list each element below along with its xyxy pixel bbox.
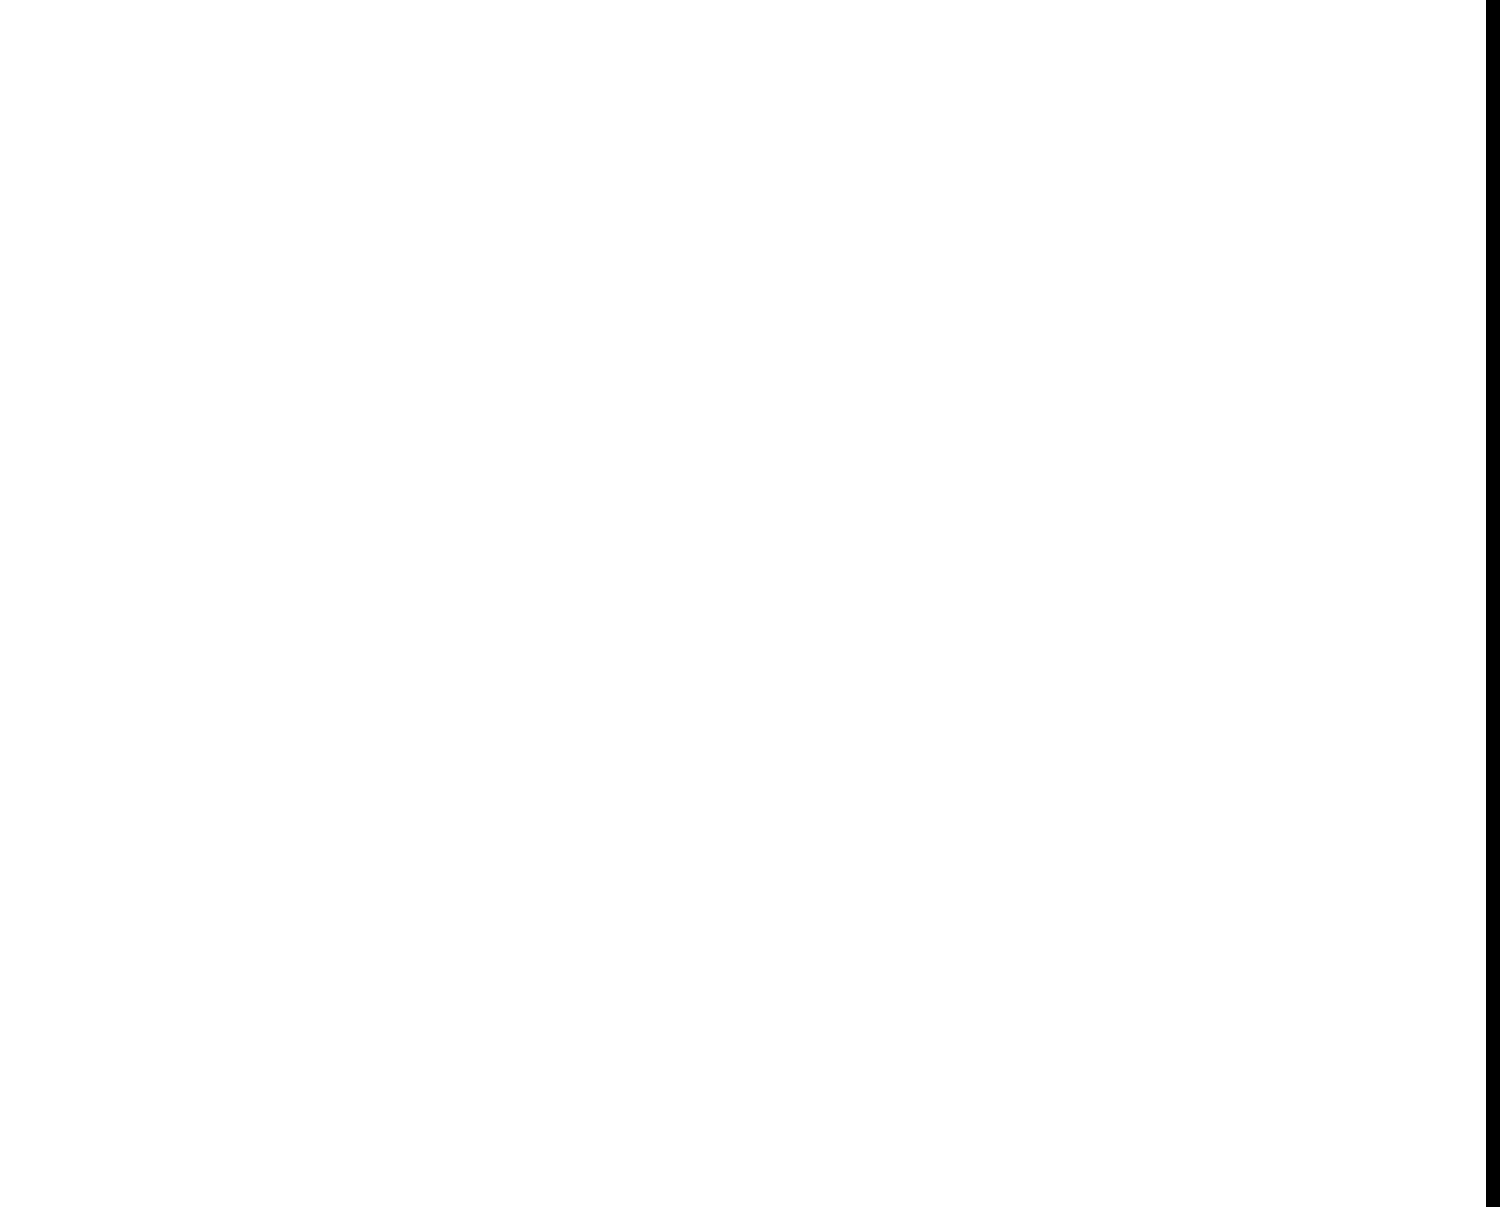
page-edge-bar: [1486, 0, 1500, 1207]
